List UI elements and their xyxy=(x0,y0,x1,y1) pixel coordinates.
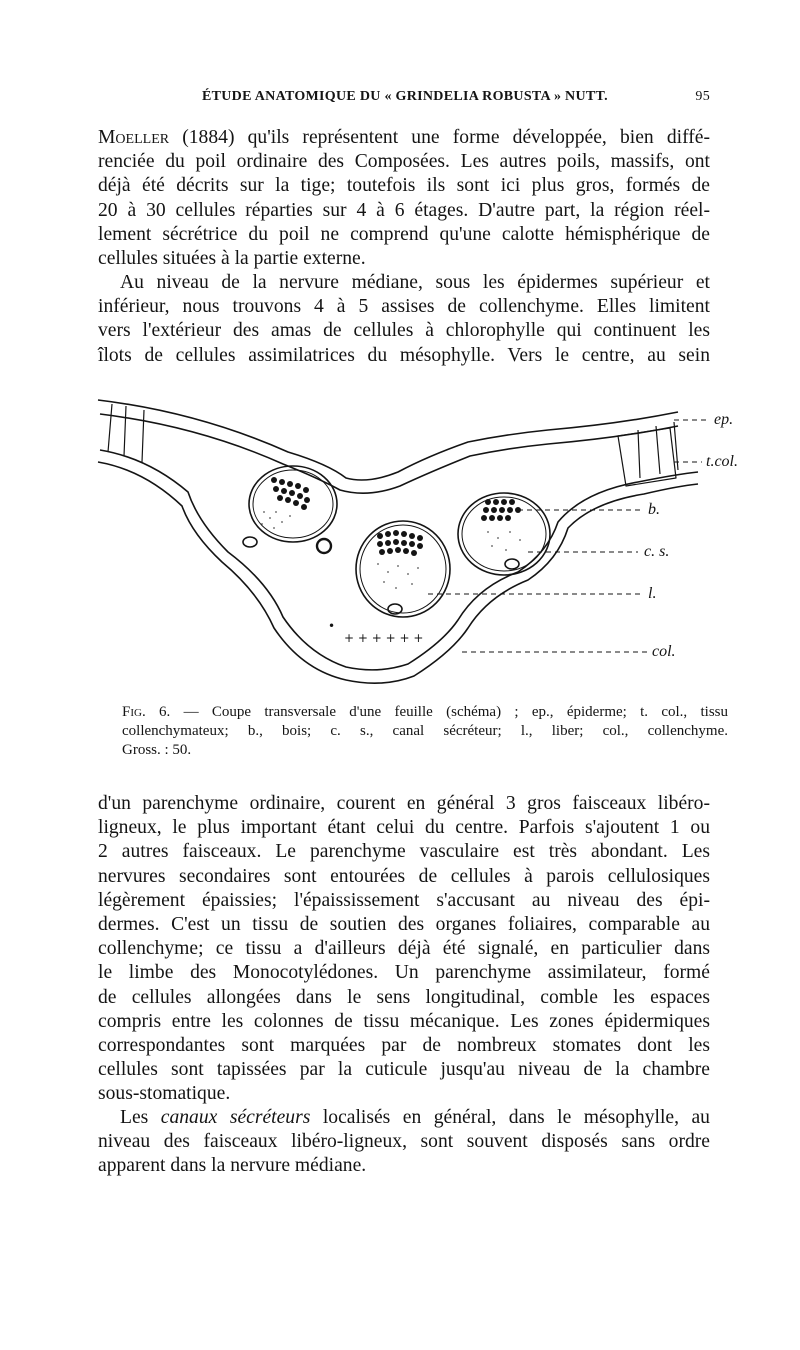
paragraph-4 xyxy=(98,1106,710,1179)
running-head xyxy=(98,89,710,111)
text-line: ligneux, le plus important étant celui du centre. Parfois s'ajoutent 1 ou xyxy=(98,817,710,839)
bundle-left xyxy=(249,466,337,542)
secretory-canal xyxy=(317,539,331,553)
leader-lines xyxy=(428,420,708,652)
text-line: 20 à 30 cellules réparties sur 4 à 6 étages. D'autre part, la région réel- xyxy=(98,199,710,221)
text-line: îlots de cellules assimilatrices du mésophylle. Vers le centre, au sein xyxy=(98,344,710,366)
label-col: col. xyxy=(652,643,676,660)
svg-text:+ + + + + +: + + + + + + xyxy=(344,631,424,645)
label-b: b. xyxy=(648,501,660,518)
text-line: lement sécrétrice du poil ne comprend qu'une calotte hémisphérique de xyxy=(98,223,710,245)
page-number: 95 xyxy=(695,89,710,104)
text-line: correspondantes sont marquées par de nombreux stomates dont les xyxy=(98,1035,710,1057)
paragraph-3 xyxy=(98,792,710,1107)
text-line: collenchyme; ce tissu a d'ailleurs déjà été signalé, en particulier dans xyxy=(98,938,710,960)
svg-text:•: • xyxy=(328,619,336,633)
text-line: Moeller (1884) qu'ils représentent une forme développée, bien diffé- xyxy=(98,127,710,148)
author-name: Moeller xyxy=(98,127,170,148)
text-line: inférieur, nous trouvons 4 à 5 assises de collenchyme. Elles limitent xyxy=(98,296,710,318)
label-ep: ep. xyxy=(714,411,734,428)
bundle-center-inner xyxy=(360,525,446,613)
text-line: sous-stomatique. xyxy=(98,1083,231,1105)
text-line: niveau des faisceaux libéro-ligneux, sont souvent disposés sans ordre xyxy=(98,1131,710,1153)
text-line: le limbe des Monocotylédones. Un parenchyme assimilateur, formé xyxy=(98,962,710,984)
caption-line: collenchymateux; b., bois; c. s., canal sécréteur; l., liber; col., collenchyme. xyxy=(122,723,728,739)
leaf-lower-outline xyxy=(98,462,698,683)
text-line: 2 autres faisceaux. Le parenchyme vasculaire est très abondant. Les xyxy=(98,841,710,863)
text-line: nervures secondaires sont entourées de cellules à parois cellulosiques xyxy=(98,865,710,887)
figure-number: Fig. 6. xyxy=(122,704,171,720)
text-line: dermes. C'est un tissu de soutien des organes foliaires, comparable au xyxy=(98,914,710,936)
figure-caption xyxy=(122,703,728,760)
text-line: Les canaux sécréteurs localisés en général, dans le mésophylle, au xyxy=(120,1107,710,1128)
paragraph-1 xyxy=(98,126,710,271)
caption-line: Fig. 6. — Coupe transversale d'une feuille (schéma) ; ep., épiderme; t. col., tissu xyxy=(122,704,728,720)
text-line: déjà été décrits sur la tige; toutefois ils sont ici plus gros, formés de xyxy=(98,175,710,197)
text-line: d'un parenchyme ordinaire, courent en général 3 gros faisceaux libéro- xyxy=(98,793,710,814)
running-head-title: ÉTUDE ANATOMIQUE DU « GRINDELIA ROBUSTA » NUTT. xyxy=(202,89,608,104)
collenchyme-crosses xyxy=(328,619,423,645)
label-l: l. xyxy=(648,585,657,602)
label-c-s: c. s. xyxy=(644,543,670,560)
bundle-left-inner xyxy=(253,470,333,538)
secretory-canal xyxy=(505,559,519,569)
paragraph-2 xyxy=(98,271,710,368)
leaf-cross-section-figure xyxy=(78,382,768,692)
text-line: de cellules allongées dans le sens longitudinal, comble les espaces xyxy=(98,986,710,1008)
secretory-canal xyxy=(243,537,257,547)
text-line: apparent dans la nervure médiane. xyxy=(98,1155,367,1177)
text-line: cellules sont tapissées par la cuticule jusqu'au niveau de la chambre xyxy=(98,1059,710,1081)
emphasis-term: canaux sécréteurs xyxy=(160,1107,311,1128)
text-line: compris entre les colonnes de tissu mécanique. Les zones épidermiques xyxy=(98,1010,710,1032)
xylem-cells xyxy=(271,477,521,556)
bundle-right xyxy=(458,493,550,575)
text-line: Au niveau de la nervure médiane, sous les épidermes supérieur et xyxy=(120,272,710,293)
caption-line: Gross. : 50. xyxy=(122,742,192,758)
label-t-col: t.col. xyxy=(706,453,738,470)
collenchyme-right xyxy=(618,428,676,486)
text-line: cellules situées à la partie externe. xyxy=(98,248,366,270)
text-line: renciée du poil ordinaire des Composées. Les autres poils, massifs, ont xyxy=(98,151,710,173)
text-line: vers l'extérieur des amas de cellules à chlorophylle qui continuent les xyxy=(98,320,710,342)
text-line: légèrement épaissies; l'épaississement s'accusant au niveau des épi- xyxy=(98,889,710,911)
